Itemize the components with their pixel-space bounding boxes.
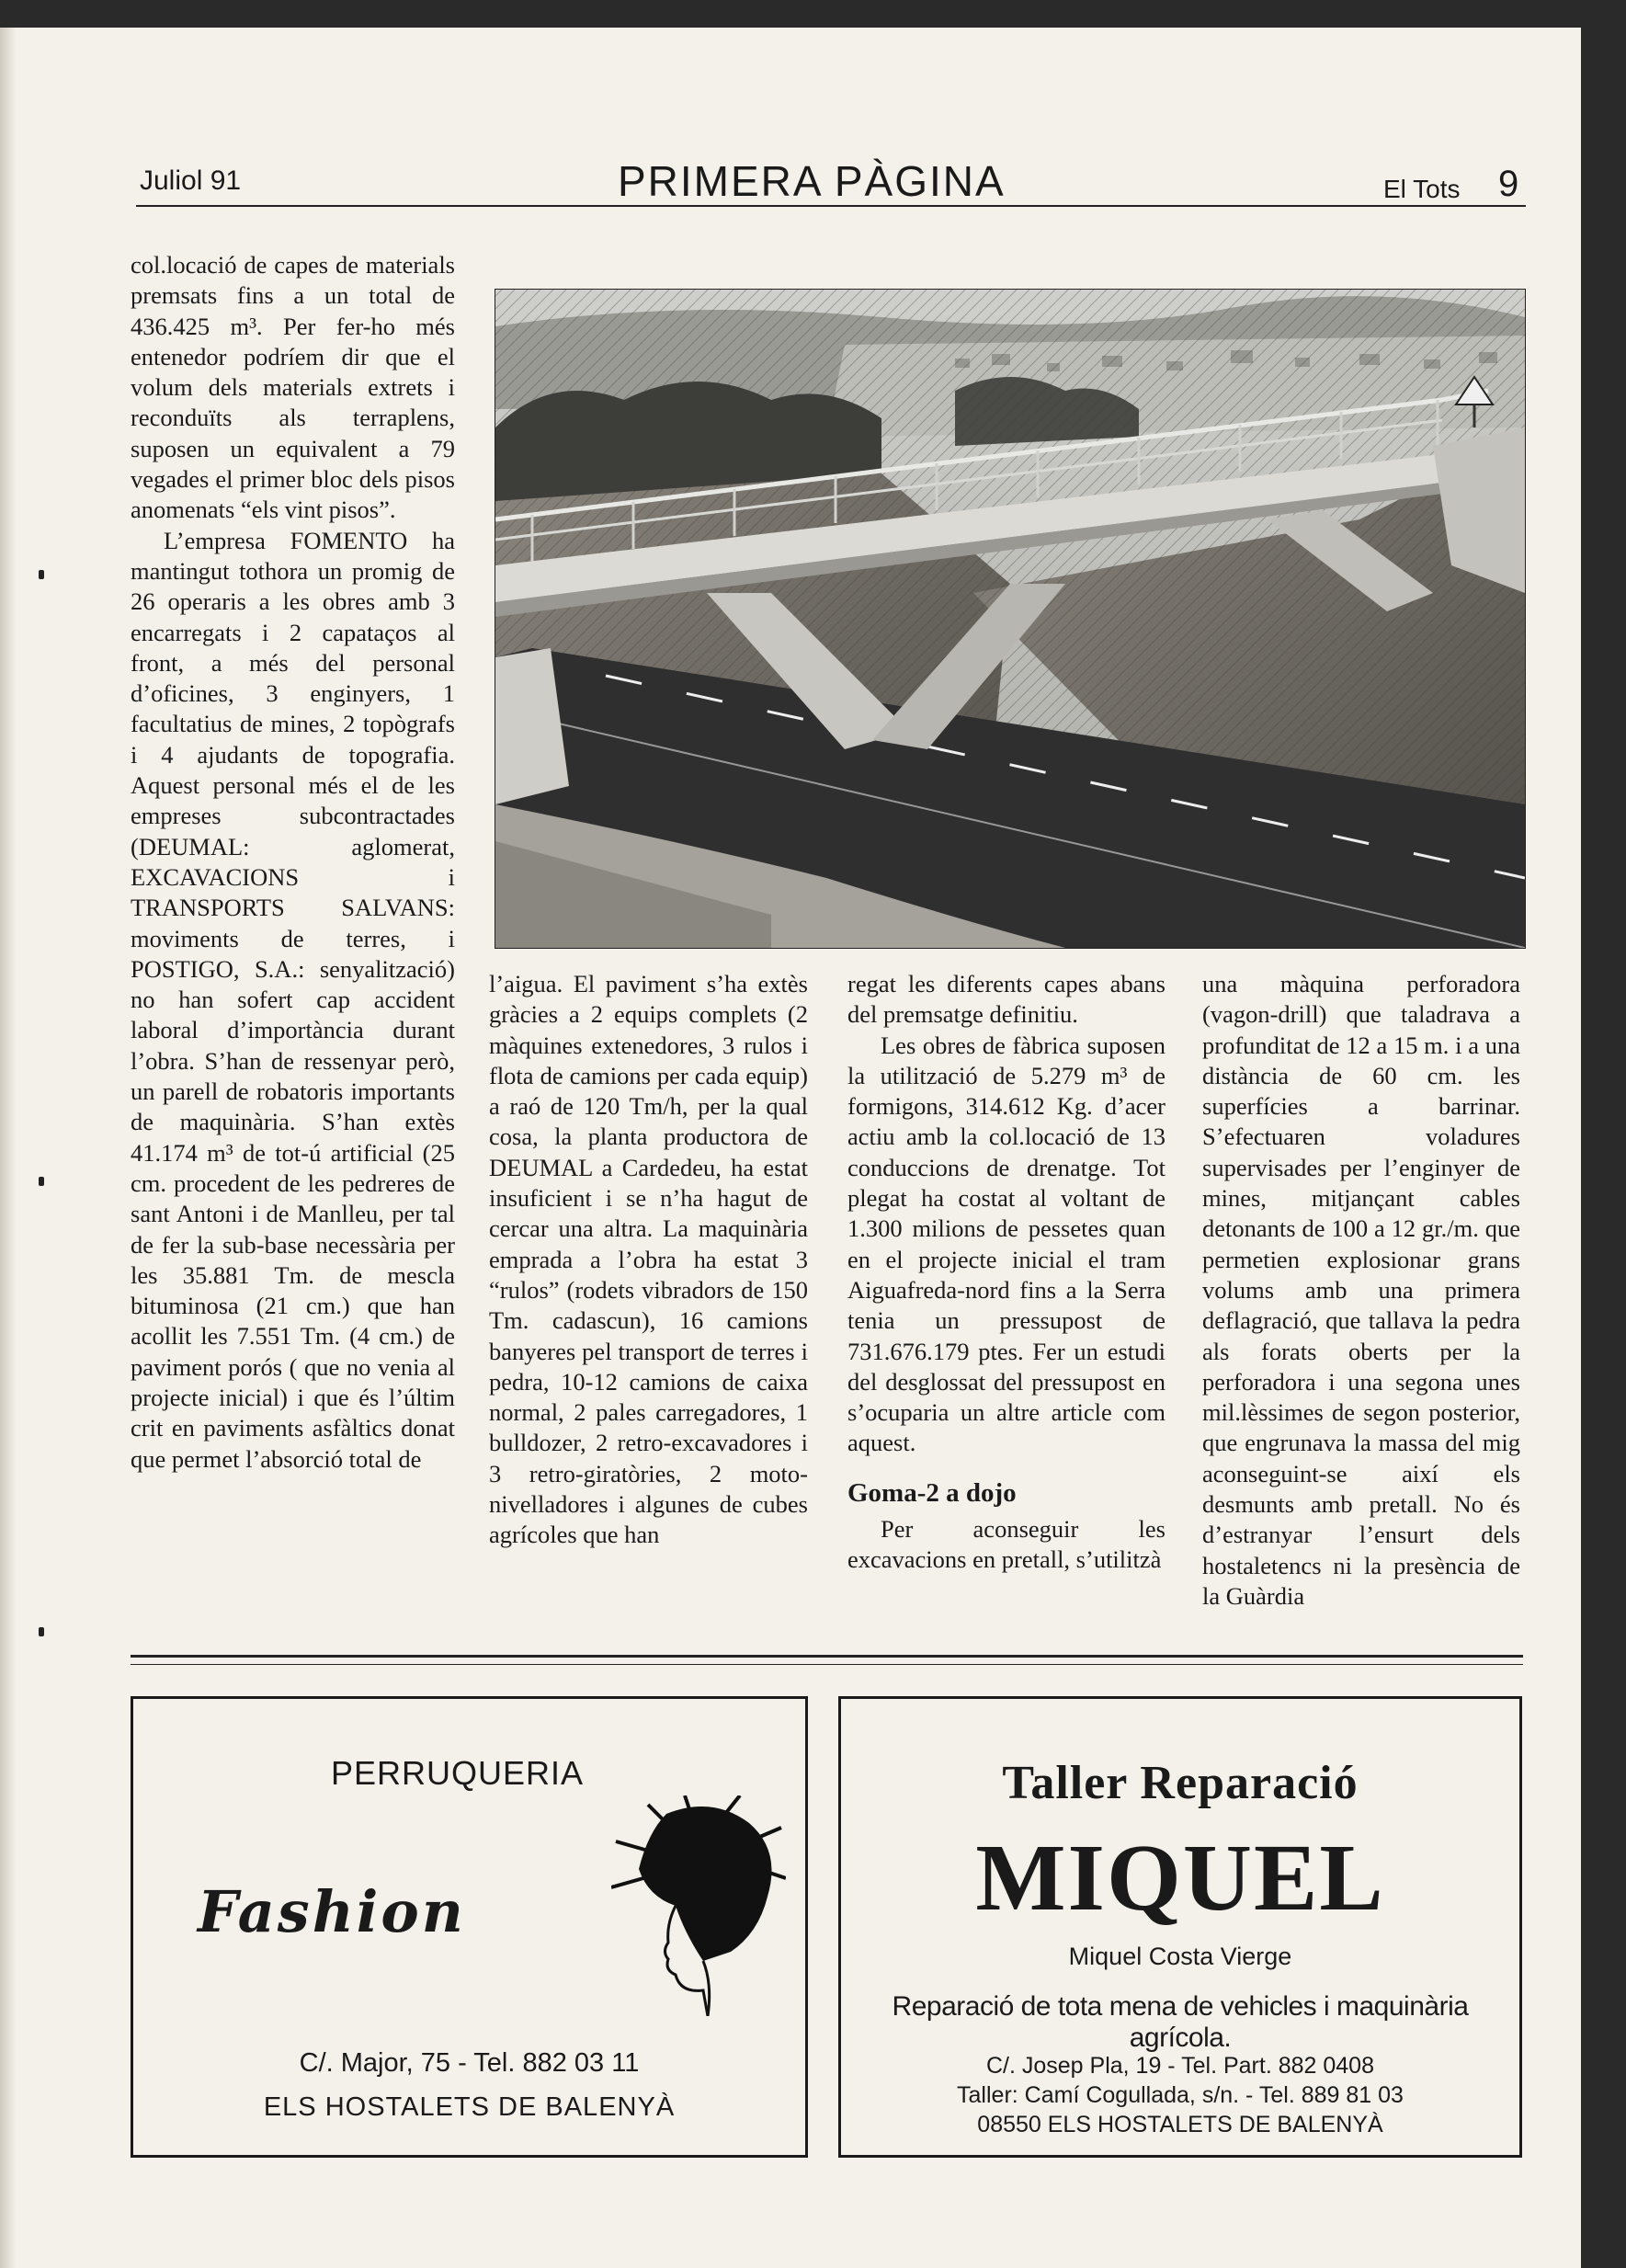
- header-rule: [136, 205, 1526, 207]
- ad-town: ELS HOSTALETS DE BALENYÀ: [263, 2092, 676, 2122]
- hairdresser-ad: [131, 1696, 808, 2158]
- publication-name: El Tots: [1383, 175, 1461, 203]
- paragraph: una màquina perforadora (vagon-drill) que taladrava a profunditat de 12 a 15 m. i a una distància de 60 cm. les superfícies a barrinar. S’efectuaren voladures supervisades per l’enginyer de mines, mitjançant cables detonants de 100 a 12 gr./m. que permetien explosionar grans volums amb una primera deflagració, que tallava la pedra als forats oberts per la perforadora i una segona unes mil.lèssimes de segon posterior, que engrunava la massa del mig aconseguint-se així els desmunts amb pretall. No és d’estranyar l’ensurt dels hostaletencs ni la presència de la Guàrdia: [1202, 970, 1520, 1610]
- ad-title: Taller Reparació: [1002, 1757, 1359, 1809]
- issue-date: Juliol 91: [140, 165, 242, 196]
- photo-illustration: [495, 290, 1525, 948]
- ad-description: Reparació de tota mena de vehicles i maquinària agrícola.: [892, 1991, 1469, 2053]
- ad-owner: Miquel Costa Vierge: [1068, 1943, 1292, 1970]
- ad-town: 08550 ELS HOSTALETS DE BALENYÀ: [977, 2112, 1383, 2137]
- binding-hole: [39, 570, 44, 579]
- ad-separator-rule: [131, 1664, 1523, 1665]
- woman-profile-icon: [611, 1795, 786, 2016]
- paragraph: l’aigua. El paviment s’ha extès gràcies a 2 equips complets (2 màquines extenedores, 3 rulos i flota de camions per cada equip) a raó de 120 Tm/h, per la qual cosa, la planta productora de DEUMAL a Cardedeu, ha estat insuficient i se n’ha hagut de cercar una altra. La maquinària emprada a l’obra ha estat 3 “rulos” (rodets vibradors de 150 Tm. cadascun), 16 camions banyeres pel transport de terres i pedra, 10-12 camions de caixa normal, 2 pales carregadores, 1 bulldozer, 2 retro-excavadores i 3 retro-giratòries, 2 moto-nivelladores i algunes de cubes agrícoles que han: [489, 970, 808, 1549]
- paragraph: regat les diferents capes abans del premsatge definitiu.: [847, 970, 1165, 1029]
- page-spine-shadow: [0, 28, 17, 2268]
- paragraph: L’empresa FOMENTO ha mantingut tothora un promig de 26 operaris a les obres amb 3 encarregats i 2 capataços al front, a més del personal d’oficines, 3 enginyers, 1 facultatius de mines, 2 topògrafs i 4 ajudants de topografia. Aquest personal més el de les empreses subcontractades (DEUMAL: aglomerat, EXCAVACIONS i TRANSPORTS SALVANS: moviments de terres, i POSTIGO, S.A.: senyalització) no han sofert cap accident laboral d’importància durant l’obra. S’han de ressenyar però, un parell de robatoris importants de maquinària. S’han extès 41.174 m³ de tot-ú artificial (25 cm. procedent de les pedreres de sant Antoni i de Manlleu, per tal de fer la sub-base necessària per les 35.881 Tm. de mescla bituminosa (21 cm.) que han acollit les 7.551 Tm. (4 cm.) de paviment porós ( que no venia al projecte inicial) i que és l’últim crit en paviments asfàltics donat que permet l’absorció total de: [131, 526, 455, 1473]
- ad-address: C/. Josep Pla, 19 - Tel. Part. 882 0408: [985, 2053, 1374, 2079]
- article-column-2: [489, 969, 808, 1613]
- article-column-4: [1202, 969, 1520, 1613]
- highway-bridge-photo: [495, 289, 1526, 949]
- article-column-1: [131, 250, 455, 1611]
- section-title: PRIMERA PÀGINA: [618, 157, 1006, 205]
- garage-ad: [838, 1696, 1522, 2158]
- paragraph: Per aconseguir les excavacions en pretall, s’utilitzà: [847, 1514, 1165, 1574]
- binding-hole: [39, 1177, 44, 1186]
- ad-separator-rule: [131, 1655, 1523, 1658]
- magazine-page: [0, 28, 1581, 2268]
- paragraph: col.locació de capes de materials premsats fins a un total de 436.425 m³. Per fer-ho més entenedor podríem dir que el volum dels materials extrets i reconduïts als terraplens, suposen un equivalent a 79 vegades el primer bloc dels pisos anomenats “els vint pisos”.: [131, 251, 455, 524]
- ad-address: C/. Major, 75 - Tel. 882 03 11: [299, 2048, 640, 2078]
- ad-brand: MIQUEL: [975, 1825, 1385, 1931]
- ad-title: PERRUQUERIA: [331, 1754, 585, 1792]
- article-column-3: [847, 969, 1165, 1613]
- ad-brand-logo: Fashion: [198, 1878, 466, 1945]
- subheading: Goma-2 a dojo: [847, 1477, 1017, 1508]
- binding-hole: [39, 1627, 44, 1636]
- ad-address: Taller: Camí Cogullada, s/n. - Tel. 889 81 03: [957, 2082, 1404, 2108]
- paragraph: Les obres de fàbrica suposen la utilització de 5.279 m³ de formigons, 314.612 Kg. d’acer actiu amb la col.locació de 13 conduccions de drenatge. Tot plegat ha costat al voltant de 1.300 milions de pessetes quan en el projecte inicial el tram Aiguafreda-nord fins a la Serra tenia un pressupost de 731.676.179 ptes. Fer un estudi del desglossat del pressupost en s’ocuparia un altre article com aquest.: [847, 1031, 1165, 1457]
- page-number: 9: [1498, 164, 1519, 204]
